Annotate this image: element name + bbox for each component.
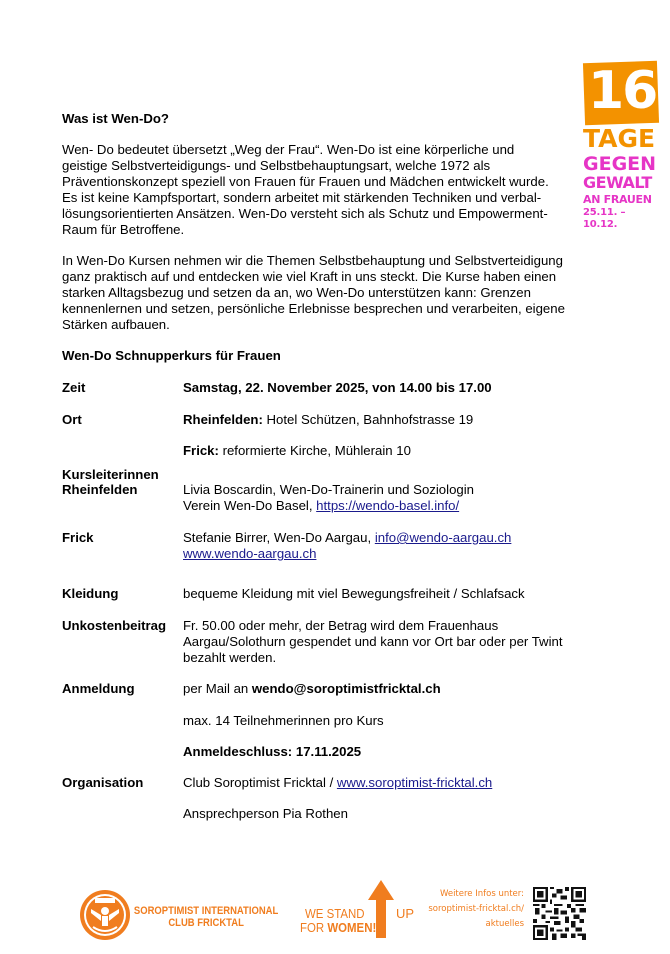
wendo-aargau-website-link[interactable]: www.wendo-aargau.ch <box>183 546 317 561</box>
unkosten-label: Unkostenbeitrag <box>62 618 167 633</box>
ort-rheinfelden-address: Hotel Schützen, Bahnhofstrasse 19 <box>262 412 474 427</box>
ort-frick <box>183 443 411 459</box>
paragraph-line: Stärken aufbauen. <box>62 317 170 332</box>
soroptimist-website-link[interactable]: www.soroptimist-fricktal.ch <box>336 775 493 790</box>
paragraph-line: lösungsorientierten Ansätzen. Wen-Do versteht sich als Schutz und Empowerment- <box>62 206 548 221</box>
ansprechperson: Ansprechperson Pia Rothen <box>183 806 348 821</box>
soroptimist-line1: SOROPTIMIST INTERNATIONAL <box>133 905 279 917</box>
kursleiterin-frick-line1 <box>183 530 511 546</box>
paragraph-line: ganz praktisch auf und entdecken wie viel Kraft in uns steckt. Die Kurse haben einen <box>62 269 557 284</box>
gegen-word: GEGEN <box>583 153 657 175</box>
16-tage-logo <box>580 58 662 238</box>
wendo-basel-link[interactable]: https://wendo-basel.info/ <box>316 498 460 513</box>
organisation-value <box>183 775 492 791</box>
anmeldung-label: Anmeldung <box>62 681 135 696</box>
soroptimist-seal-icon <box>79 889 131 941</box>
an-frauen-word: AN FRAUEN <box>583 193 652 206</box>
unkosten-value <box>183 618 563 666</box>
frick-label: Frick <box>62 530 94 545</box>
paragraph-line: starken Alltagsbezug und setzen da an, wo Wen-Do unterstützen kann: Grenzen <box>62 285 531 300</box>
paragraph-line: In Wen-Do Kursen nehmen wir die Themen Selbstbehauptung und Selbstverteidigung <box>62 253 563 268</box>
kleidung-value: bequeme Kleidung mit viel Bewegungsfreiheit / Schlafsack <box>183 586 525 601</box>
women-text: WOMEN! <box>327 920 377 935</box>
verein-text: Verein Wen-Do Basel, <box>183 498 317 513</box>
ort-rheinfelden-city: Rheinfelden: <box>183 412 263 427</box>
anmeldeschluss: Anmeldeschluss: 17.11.2025 <box>183 744 362 759</box>
soroptimist-club-name <box>133 905 279 929</box>
paragraph-line: geistige Selbstverteidigungs- und Selbstbehauptungsart, welche 1972 als <box>62 158 491 173</box>
we-stand-up-logo <box>300 880 415 940</box>
paragraph-line: Präventionskonzept speziell von Frauen für Frauen und Mädchen entwickelt wurde. <box>62 174 549 189</box>
unkosten-line: Fr. 50.00 oder mehr, der Betrag wird dem Frauenhaus <box>183 618 499 633</box>
paragraph-line: Es ist keine Kampfsportart, sondern arbeitet mit stärkenden Techniken und verbal- <box>62 190 542 205</box>
qr-code-icon[interactable] <box>533 887 586 940</box>
intro-paragraph-1 <box>62 142 549 238</box>
paragraph-line: kennenlernen und setzen, persönliche Erlebnisse besprechen und verarbeiten, eigene <box>62 301 565 316</box>
ort-frick-city: Frick: <box>183 443 219 458</box>
zeit-value: Samstag, 22. November 2025, von 14.00 bis 17.00 <box>183 380 492 395</box>
anmeldung-max-participants: max. 14 Teilnehmerinnen pro Kurs <box>183 713 384 728</box>
more-info-url-line1[interactable]: soroptimist-fricktal.ch/ <box>428 904 524 914</box>
kursleiterinnen-label: Kursleiterinnen <box>62 467 159 482</box>
ort-frick-address: reformierte Kirche, Mühlerain 10 <box>218 443 411 458</box>
zeit-label: Zeit <box>62 380 86 395</box>
anmeldung-mail <box>183 681 441 697</box>
16-tage-number: 16 <box>588 61 657 121</box>
frick-trainer-text: Stefanie Birrer, Wen-Do Aargau, <box>183 530 375 545</box>
rheinfelden-label: Rheinfelden <box>62 482 138 497</box>
campaign-dates: 25.11. – 10.12. <box>583 207 626 230</box>
more-info-text <box>420 887 524 932</box>
kleidung-label: Kleidung <box>62 586 119 601</box>
more-info-line1: Weitere Infos unter: <box>439 889 524 899</box>
we-stand-text: WE STAND <box>305 906 365 921</box>
ort-rheinfelden <box>183 412 473 428</box>
ort-label: Ort <box>62 412 82 427</box>
gewalt-word: GEWALT <box>583 173 652 192</box>
organisation-label: Organisation <box>62 775 144 790</box>
kursleiterin-frick-line2 <box>183 546 316 562</box>
organisation-text: Club Soroptimist Fricktal / <box>183 775 337 790</box>
course-heading: Wen-Do Schnupperkurs für Frauen <box>62 348 281 363</box>
soroptimist-line2: CLUB FRICKTAL <box>168 917 244 929</box>
paragraph-line: Wen- Do bedeutet übersetzt „Weg der Frau“. Wen-Do ist eine körperliche und <box>62 142 515 157</box>
for-text: FOR <box>300 920 328 935</box>
intro-heading: Was ist Wen-Do? <box>62 111 169 126</box>
tage-word: TAGE <box>583 124 656 153</box>
for-women-text <box>300 921 376 934</box>
kursleiterin-rheinfelden-line1: Livia Boscardin, Wen-Do-Trainerin und Soziologin <box>183 482 475 497</box>
intro-paragraph-2 <box>62 253 565 333</box>
unkosten-line: Aargau/Solothurn gespendet und kann vor Ort bar oder per Twint <box>183 634 563 649</box>
anmeldung-mail-text: per Mail an <box>183 681 252 696</box>
up-text: UP <box>396 906 415 921</box>
paragraph-line: Raum für Betroffene. <box>62 222 185 237</box>
kursleiterin-rheinfelden-line2 <box>183 498 459 514</box>
anmeldung-email: wendo@soroptimistfricktal.ch <box>251 681 441 696</box>
more-info-url-line2[interactable]: aktuelles <box>485 919 524 929</box>
wendo-aargau-email-link[interactable]: info@wendo-aargau.ch <box>374 530 512 545</box>
unkosten-line: bezahlt werden. <box>183 650 277 665</box>
